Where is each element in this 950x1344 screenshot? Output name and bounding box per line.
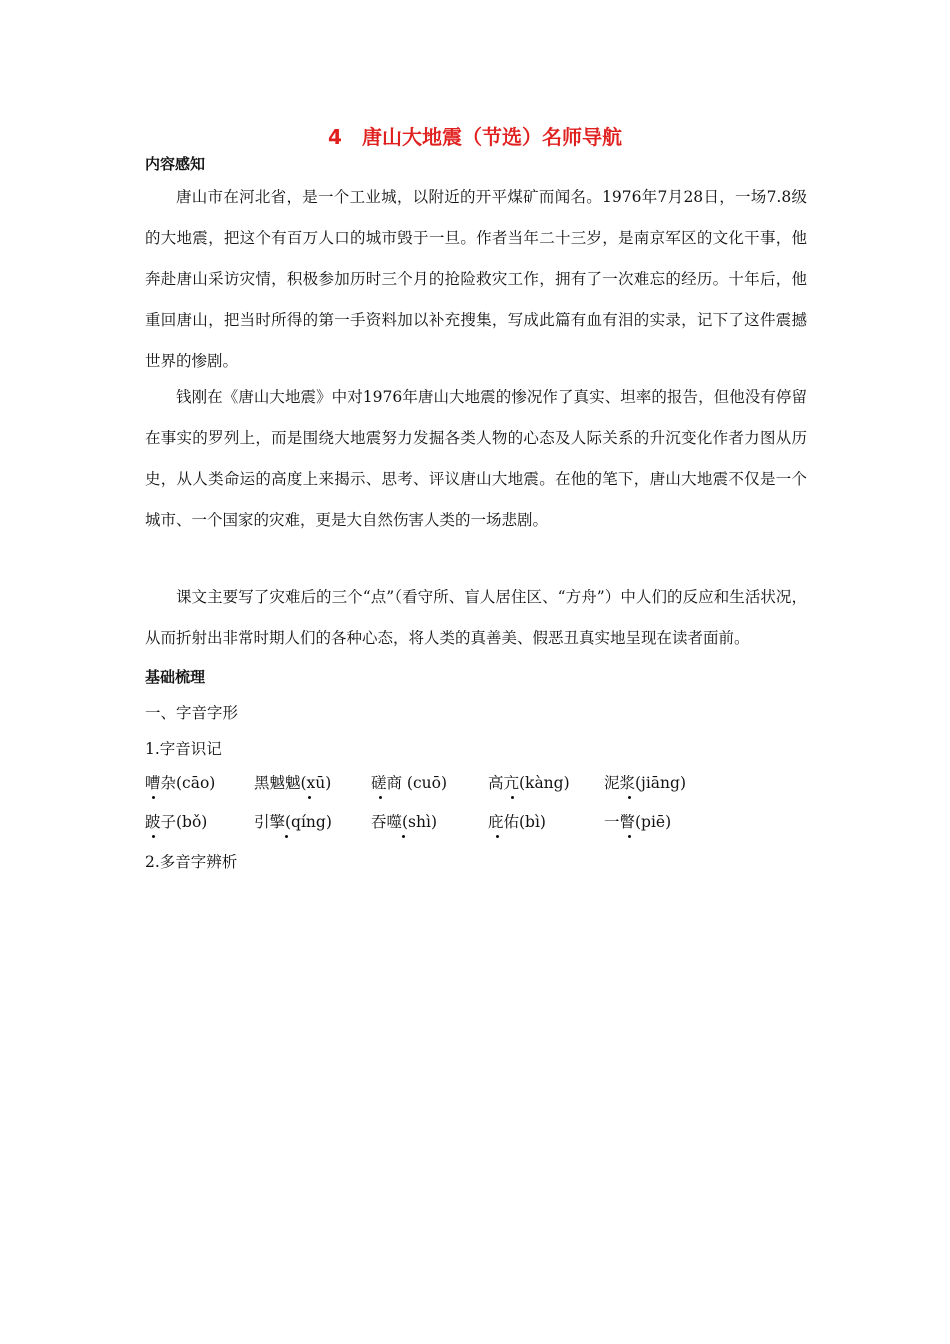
vocab-item: 庇佑(bì) bbox=[488, 813, 546, 831]
document-title: 4 唐山大地震（节选）名师导航 bbox=[328, 125, 622, 149]
emphasis-dot bbox=[379, 796, 382, 799]
item-label-polyphones: 2.多音字辨析 bbox=[145, 853, 238, 871]
part-label-pronunciation: 一、字音字形 bbox=[145, 704, 239, 722]
section-heading-content: 内容感知 bbox=[145, 155, 206, 173]
vocab-row-2 bbox=[145, 811, 765, 835]
item-label-pronunciation: 1.字音识记 bbox=[145, 740, 222, 758]
vocab-item: 黑魆魆(xū) bbox=[254, 774, 332, 792]
emphasis-dot bbox=[152, 796, 155, 799]
emphasis-dot bbox=[152, 835, 155, 838]
vocab-item: 跛子(bǒ) bbox=[145, 813, 208, 831]
emphasis-dot bbox=[496, 835, 499, 838]
vocab-item: 嘈杂(cāo) bbox=[145, 774, 216, 792]
vocab-item: 磋商 (cuō) bbox=[371, 774, 448, 792]
emphasis-dot bbox=[402, 835, 405, 838]
paragraph-3: 课文主要写了灾难后的三个“点”（看守所、盲人居住区、“方舟”）中人们的反应和生活状况，从而折射出非常时期人们的各种心态，将人类的真善美、假恶丑真实地呈现在读者面前。 bbox=[145, 588, 807, 647]
emphasis-dot bbox=[285, 835, 288, 838]
vocab-row-1 bbox=[145, 772, 765, 796]
section-heading-basics: 基础梳理 bbox=[145, 668, 206, 686]
vocab-item: 高亢(kàng) bbox=[488, 774, 570, 792]
vocab-item: 一瞥(piē) bbox=[604, 813, 672, 831]
vocab-item: 泥浆(jiāng) bbox=[604, 774, 687, 792]
emphasis-dot bbox=[628, 796, 631, 799]
emphasis-dot bbox=[628, 835, 631, 838]
paragraph-2: 钱刚在《唐山大地震》中对1976年唐山大地震的惨况作了真实、坦率的报告，但他没有停留在事实的罗列上，而是围绕大地震努力发掘各类人物的心态及人际关系的升沉变化作者力图从历史，从人类命运的高度上来揭示、思考、评议唐山大地震。在他的笔下，唐山大地震不仅是一个城市、一个国家的灾难，更是大自然伤害人类的一场悲剧。 bbox=[145, 388, 807, 529]
vocab-item: 引擎(qíng) bbox=[254, 813, 332, 831]
emphasis-dot bbox=[511, 796, 514, 799]
emphasis-dot bbox=[308, 796, 311, 799]
paragraph-1: 唐山市在河北省，是一个工业城，以附近的开平煤矿而闻名。1976年7月28日，一场7.8级的大地震，把这个有百万人口的城市毁于一旦。作者当年二十三岁，是南京军区的文化干事，他奔赴唐山采访灾情，积极参加历时三个月的抢险救灾工作，拥有了一次难忘的经历。十年后，他重回唐山，把当时所得的第一手资料加以补充搜集，写成此篇有血有泪的实录，记下了这件震撼世界的惨剧。 bbox=[145, 188, 807, 370]
vocab-item: 吞噬(shì) bbox=[371, 813, 437, 831]
